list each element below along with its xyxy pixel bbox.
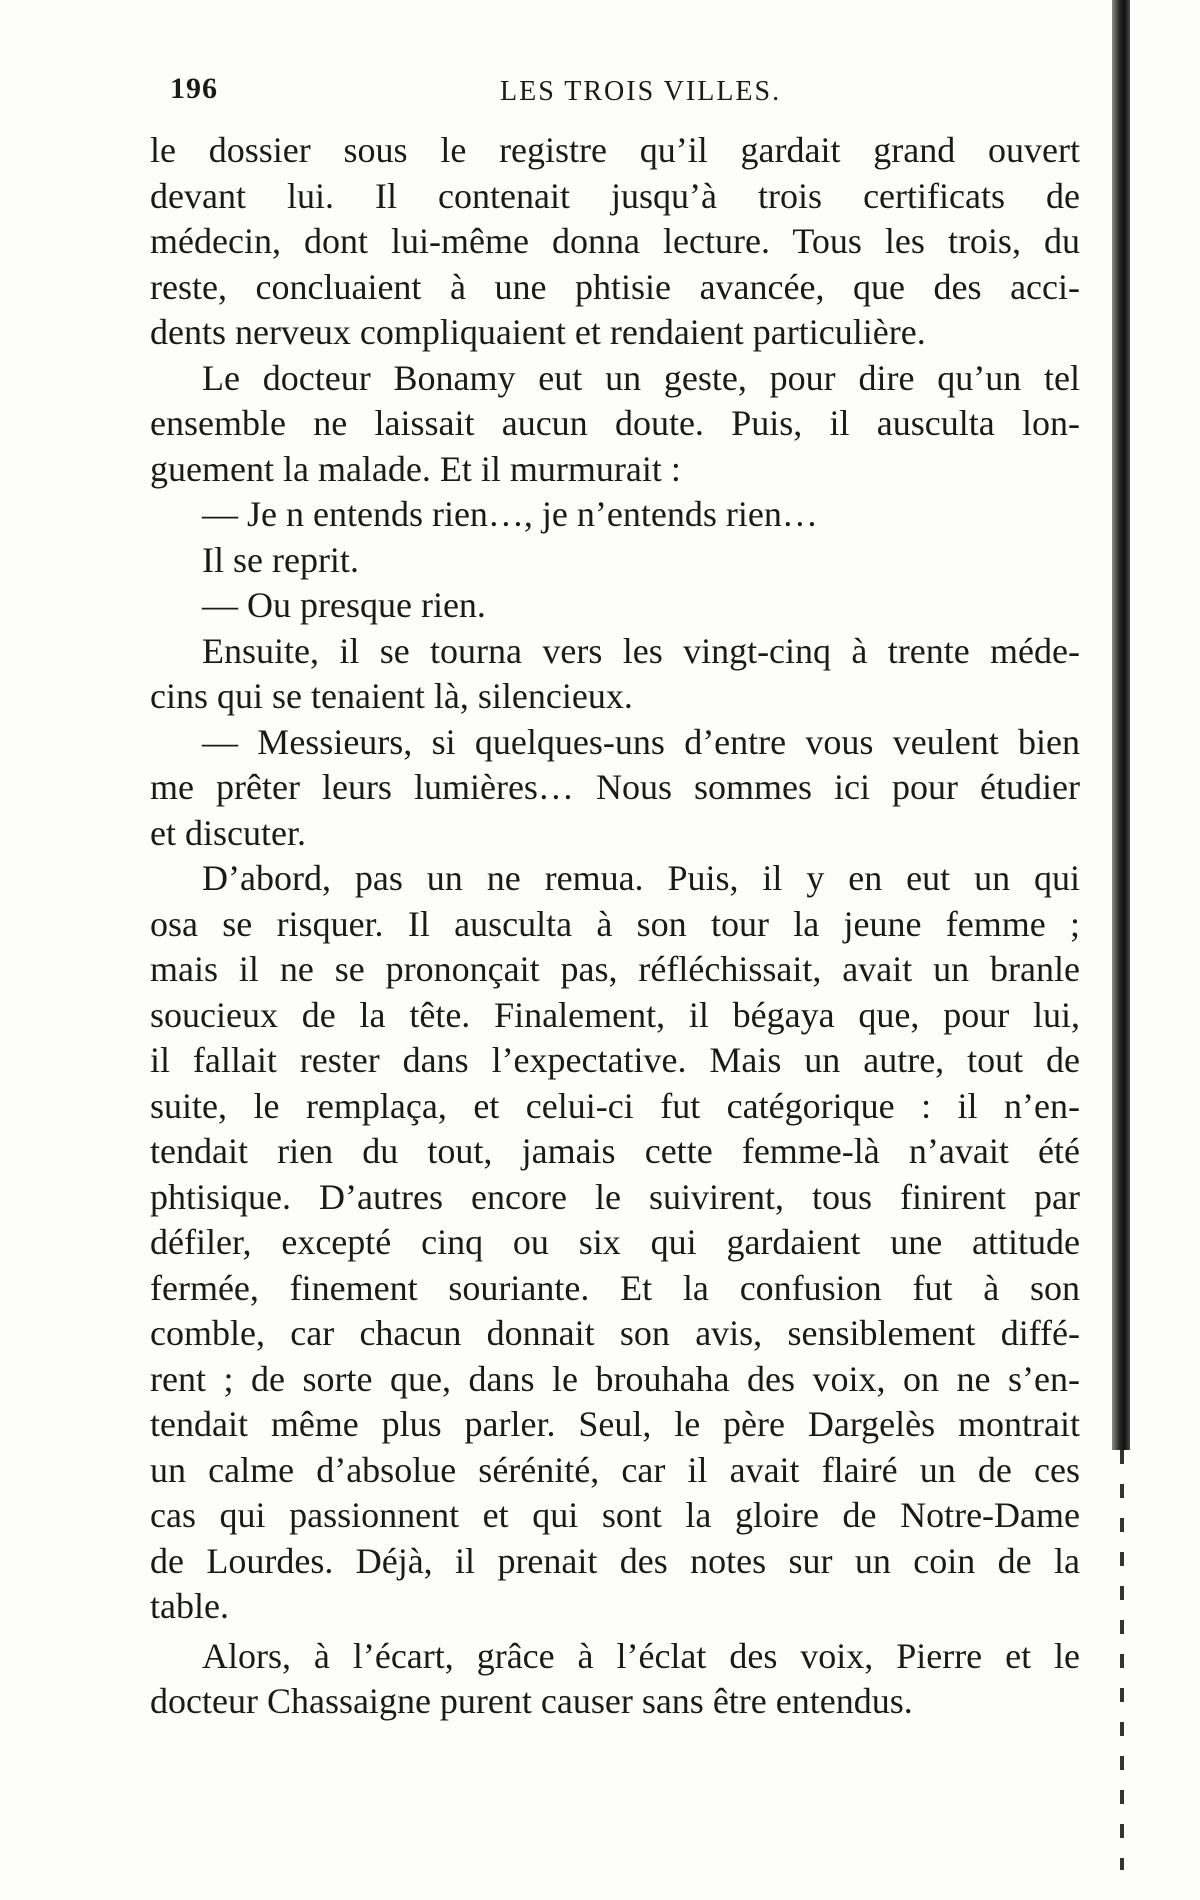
text-line: me prêter leurs lumières… Nous sommes ici pour étudier [150, 767, 1080, 807]
text-line: défiler, excepté cinq ou six qui gardaient une attitude [150, 1222, 1080, 1262]
text-line: dents nerveux compliquaient et rendaient particulière. [150, 312, 926, 352]
text-line: rent ; de sorte que, dans le brouhaha des voix, on ne s’en- [150, 1358, 1080, 1399]
text-line: guement la malade. Et il murmurait : [150, 448, 681, 489]
text-line: docteur Chassaigne purent causer sans être entendus. [150, 1681, 913, 1721]
text-line: mais il ne se prononçait pas, réfléchissait, avait un branle [150, 949, 1080, 989]
text-line: table. [150, 1586, 229, 1626]
text-line: — Ou presque rien. [202, 585, 486, 625]
running-head [170, 72, 1060, 112]
text-line: devant lui. Il contenait jusqu’à trois certificats de [150, 175, 1080, 216]
text-line: osa se risquer. Il ausculta à son tour la jeune femme ; [150, 903, 1080, 944]
text-line: et discuter. [150, 812, 306, 853]
binding-shadow-lower [1120, 1450, 1124, 1870]
text-line: Ensuite, il se tourna vers les vingt-cinq à trente méde- [202, 630, 1080, 671]
text-line: D’abord, pas un ne remua. Puis, il y en eut un qui [202, 858, 1080, 898]
page-number: 196 [170, 72, 218, 105]
text-line: de Lourdes. Déjà, il prenait des notes sur un coin de la [150, 1540, 1080, 1581]
text-line: Alors, à l’écart, grâce à l’éclat des voix, Pierre et le [202, 1635, 1080, 1676]
running-title: LES TROIS VILLES. [500, 76, 782, 107]
text-line: soucieux de la tête. Finalement, il bégaya que, pour lui, [150, 994, 1080, 1035]
text-line: reste, concluaient à une phtisie avancée, que des acci- [150, 266, 1080, 307]
text-line: médecin, dont lui-même donna lecture. Tous les trois, du [150, 221, 1080, 261]
text-line: ensemble ne laissait aucun doute. Puis, il ausculta lon- [150, 403, 1080, 443]
text-line: Le docteur Bonamy eut un geste, pour dire qu’un tel [202, 357, 1080, 398]
binding-shadow [1112, 0, 1130, 1450]
text-line: comble, car chacun donnait son avis, sensiblement diffé- [150, 1313, 1080, 1353]
text-line: Il se reprit. [202, 539, 359, 580]
text-line: phtisique. D’autres encore le suivirent, tous finirent par [150, 1176, 1080, 1217]
text-line: suite, le remplaça, et celui-ci fut catégorique : il n’en- [150, 1085, 1080, 1126]
text-line: tendait rien du tout, jamais cette femme-là n’avait été [150, 1131, 1080, 1171]
text-line: cins qui se tenaient là, silencieux. [150, 676, 633, 716]
text-line: — Je n entends rien…, je n’entends rien… [202, 494, 818, 534]
text-line: tendait même plus parler. Seul, le père Dargelès montrait [150, 1404, 1080, 1444]
text-line: un calme d’absolue sérénité, car il avait flairé un de ces [150, 1449, 1080, 1490]
text-line: cas qui passionnent et qui sont la gloire de Notre-Dame [150, 1495, 1080, 1535]
text-line: le dossier sous le registre qu’il gardait grand ouvert [150, 130, 1080, 170]
text-line: il fallait rester dans l’expectative. Mais un autre, tout de [150, 1040, 1080, 1080]
text-line: fermée, finement souriante. Et la confusion fut à son [150, 1267, 1080, 1308]
body-text [150, 128, 1080, 1725]
text-line: — Messieurs, si quelques-uns d’entre vous veulent bien [202, 721, 1080, 762]
